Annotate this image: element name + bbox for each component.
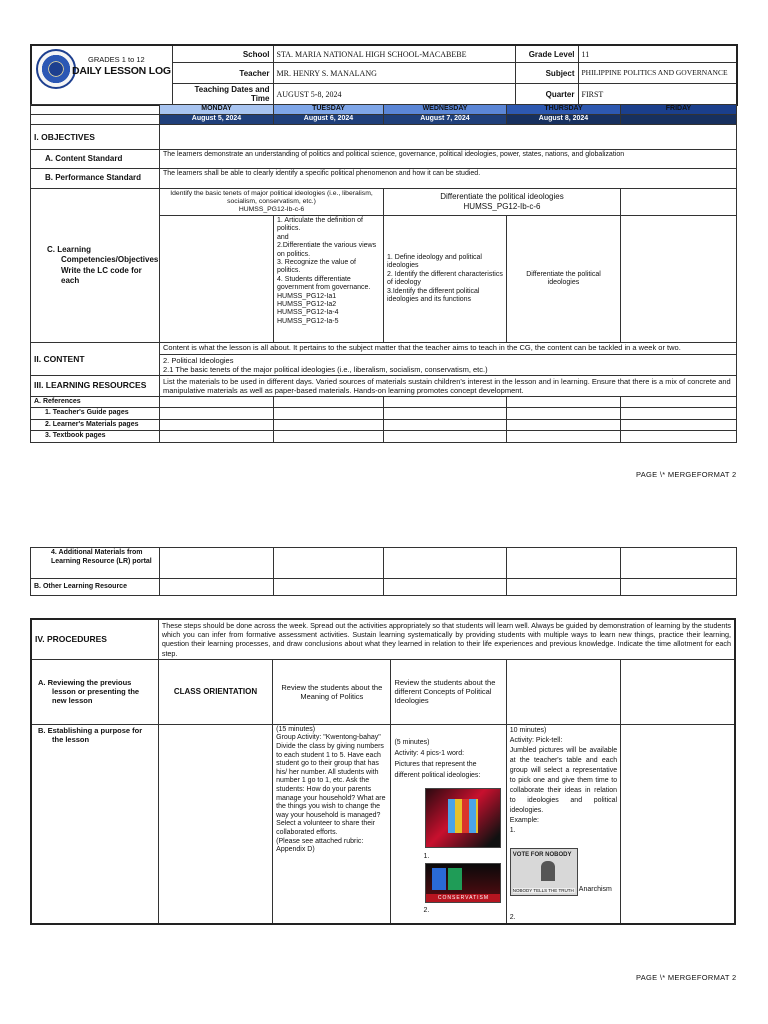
purpose-tuesday: (15 minutes) Group Activity: "Kwentong-bahay" Divide the class by giving numbers to each student 1 to 5. Have each student go to their group that has his/ her number. All students with number 1 go to 1, etc. Ask the students: How do your parents manage your household? What are the things you wish to change the way your household is managed? Select a volunteer to share their collaborated efforts. (Please see attached rubric: Appendix D) — [273, 724, 391, 924]
day-friday: FRIDAY — [621, 105, 737, 115]
performance-standard-label: B. Performance Standard — [31, 169, 160, 189]
lesson-table — [30, 104, 737, 443]
tg-pages-label: 1. Teacher's Guide pages — [31, 408, 160, 420]
day-monday: MONDAY — [160, 105, 274, 115]
page-footer-2: PAGE \* MERGEFORMAT 2 — [636, 973, 737, 982]
textbook-pages-label: 3. Textbook pages — [31, 431, 160, 443]
page-footer-1: PAGE \* MERGEFORMAT 2 — [636, 470, 737, 479]
date-friday — [621, 115, 737, 125]
subject-value: PHILIPPINE POLITICS AND GOVERNANCE — [578, 63, 737, 84]
purpose-wed-text: (5 minutes) Activity: 4 pics-1 word: Pictures that represent the different political ideologies: — [394, 738, 481, 779]
date-thursday: August 8, 2024 — [507, 115, 621, 125]
deped-seal-logo — [36, 49, 76, 89]
logo-cell — [31, 45, 172, 105]
quarter-value: FIRST — [578, 84, 737, 106]
content-standard-label: A. Content Standard — [31, 150, 160, 169]
purpose-thu-text: 10 minutes) Activity: Pick-tell: Jumbled pictures will be available at the teacher's table and each group will select a representative to pick one and give them time to collaborate their ideas in relation to ideologies and political ideologies. Example: 1. — [509, 726, 618, 834]
procedures-note: These steps should be done across the week. Spread out the activities appropriately so that students will learn well. Always be guided by demonstration of learning by the students which you can infer from formative assessment activities. Sustain learning systematically by providing students with multiple ways to learn new things, practice their learning, question their learning processes, and draw conclusions about what they learned in relation to their life experiences and previous knowledge. Indicate the time allotment for each step. — [158, 619, 735, 659]
header-table — [30, 44, 738, 106]
lm-pages-label: 2. Learner's Materials pages — [31, 419, 160, 431]
content-heading: II. CONTENT — [31, 343, 160, 376]
procedures-table — [30, 618, 736, 925]
date-monday: August 5, 2024 — [160, 115, 274, 125]
other-resource-label: B. Other Learning Resource — [31, 579, 160, 596]
doc-title: DAILY LESSON LOG — [72, 65, 171, 77]
review-monday: CLASS ORIENTATION — [158, 659, 272, 724]
additional-materials-label: 4. Additional Materials from Learning Resource (LR) portal — [31, 548, 160, 579]
lc-right-text: Differentiate the political ideologies HUMSS_PG12-Ib-c-6 — [384, 189, 621, 216]
dates-row — [31, 115, 737, 125]
review-label: A. Reviewing the previous lesson or presenting the new lesson — [31, 659, 158, 724]
ideology-picture-2 — [425, 863, 501, 903]
review-tuesday: Review the students about the Meaning of Politics — [273, 659, 391, 724]
day-thursday: THURSDAY — [507, 105, 621, 115]
grade-level-label: Grade Level — [515, 45, 578, 63]
teacher-label: Teacher — [172, 63, 273, 84]
ideology-picture-1 — [425, 788, 501, 848]
anarchism-poster — [510, 848, 578, 896]
date-wednesday: August 7, 2024 — [384, 115, 507, 125]
lc-left-text: Identify the basic tenets of major political ideologies (i.e., liberalism, socialism, conservatism, etc.) HUMSS_PG12-Ib-c-6 — [160, 189, 384, 216]
references-label: A. References — [31, 396, 160, 408]
purpose-wednesday — [391, 724, 506, 924]
day-wednesday: WEDNESDAY — [384, 105, 507, 115]
conservatism-caption: CONSERVATISM — [426, 894, 500, 902]
resources-continued-table — [30, 547, 737, 596]
procedures-heading: IV. PROCEDURES — [31, 619, 158, 659]
content-line-1: 2. Political Ideologies — [163, 355, 234, 365]
content-line-2: 2.1 The basic tenets of the major political ideologies (i.e., liberalism, socialism, conservatism, etc.) — [163, 364, 488, 374]
purpose-label: B. Establishing a purpose for the lesson — [31, 724, 158, 924]
poster-text: VOTE FOR NOBODY — [512, 851, 572, 858]
wednesday-competencies: 1. Define ideology and political ideologies 2. Identify the different characteristics of ideology 3.Identify the different political ideologies and its functions — [384, 216, 507, 343]
pic-number-1: 1. — [423, 852, 430, 860]
dates-label: Teaching Dates and Time — [172, 84, 273, 106]
days-row — [31, 105, 737, 115]
teacher-value: MR. HENRY S. MANALANG — [273, 63, 515, 84]
performance-standard-text: The learners shall be able to clearly identify a specific political phenomenon and how it can be studied. — [160, 169, 737, 189]
content-topics — [160, 354, 737, 375]
pic-number-thu-2: 2. — [509, 913, 516, 921]
pic-number-2: 2. — [423, 906, 430, 914]
subject-label: Subject — [515, 63, 578, 84]
poster-tagline: NOBODY TELLS THE TRUTH — [512, 887, 574, 893]
resources-heading: III. LEARNING RESOURCES — [31, 375, 160, 396]
tuesday-competencies: 1. Articulate the definition of politics. and 2.Differentiate the various views on politics. 3. Recognize the value of politics. 4. Students differentiate government from governance. HUMSS_PG12-Ia1 HUMSS_PG12-Ia2 HUMSS_PG12-Ia-4 HUMSS_PG12-Ia-5 — [274, 216, 384, 343]
objectives-heading: I. OBJECTIVES — [31, 125, 160, 150]
resources-note: List the materials to be used in different days. Varied sources of materials sustain children's interest in the lesson and in learning. Ensure that there is a mix of concrete and manipulative materials as well as paper-based materials. Hands-on learning promotes concept development. — [160, 375, 737, 396]
date-tuesday: August 6, 2024 — [274, 115, 384, 125]
grade-level-value: 11 — [578, 45, 737, 63]
purpose-thursday — [506, 724, 620, 924]
anarchism-caption: Anarchism — [578, 885, 612, 893]
content-note: Content is what the lesson is all about. It pertains to the subject matter that the teacher aims to teach in the CG, the content can be tackled in a week or two. — [160, 343, 737, 355]
thursday-competencies: Differentiate the political ideologies — [507, 216, 621, 343]
school-value: STA. MARIA NATIONAL HIGH SCHOOL-MACABEBE — [273, 45, 515, 63]
dates-value: AUGUST 5-8, 2024 — [273, 84, 515, 106]
quarter-label: Quarter — [515, 84, 578, 106]
day-tuesday: TUESDAY — [274, 105, 384, 115]
content-standard-text: The learners demonstrate an understanding of politics and political science, governance, political ideologies, power, states, nations, and globalization — [160, 150, 737, 169]
school-label: School — [172, 45, 273, 63]
review-wednesday: Review the students about the different Concepts of Political Ideologies — [391, 659, 506, 724]
grades-label: GRADES 1 to 12 — [88, 55, 145, 64]
competencies-label: C. Learning Competencies/Objectives Write the LC code for each — [31, 189, 160, 343]
